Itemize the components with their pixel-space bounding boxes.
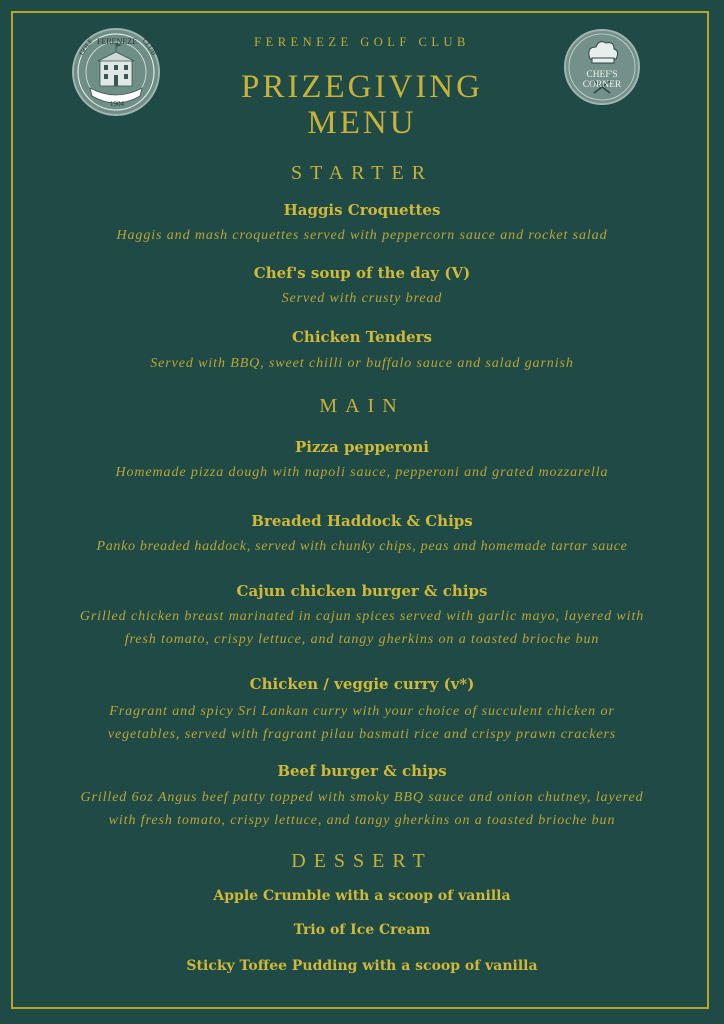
main-item-5-desc-line2: with fresh tomato, crispy lettuce, and tangy gherkins on a toasted brioche bun [108, 813, 616, 828]
starter-item-3-desc: Served with BBQ, sweet chilli or buffalo sauce and salad garnish [150, 356, 574, 371]
crest-top-text: FERENEZE [97, 37, 137, 46]
main-item-3-desc-line1: Grilled chicken breast marinated in cajun spices served with garlic mayo, layered with [79, 609, 645, 624]
starter-item-2-desc: Served with crusty bread [281, 291, 443, 306]
main-heading: MAIN [319, 395, 405, 417]
crest-left-text: GOLF [77, 37, 95, 57]
main-item-2-name: Breaded Haddock & Chips [251, 512, 473, 530]
main-item-2-desc: Panko breaded haddock, served with chunky chips, peas and homemade tartar sauce [96, 539, 628, 554]
starter-item-1-name: Haggis Croquettes [283, 201, 441, 219]
menu-title-line1: PRIZEGIVING [241, 69, 483, 105]
starter-item-2-name: Chef's soup of the day (V) [253, 264, 471, 282]
main-item-1-desc: Homemade pizza dough with napoli sauce, pepperoni and grated mozzarella [115, 465, 609, 480]
starter-heading: STARTER [290, 162, 434, 184]
main-item-1-name: Pizza pepperoni [294, 438, 430, 456]
dessert-item-3: Sticky Toffee Pudding with a scoop of vanilla [186, 958, 538, 974]
starter-item-3-name: Chicken Tenders [291, 328, 432, 346]
main-item-4-desc-line1: Fragrant and spicy Sri Lankan curry with your choice of succulent chicken or [109, 704, 615, 719]
main-item-3-name: Cajun chicken burger & chips [236, 582, 488, 600]
main-item-4-name: Chicken / veggie curry (v*) [249, 675, 475, 693]
menu-title-line2: MENU [307, 105, 417, 141]
chefs-corner-text: CHEF'S CORNER [582, 70, 622, 90]
crest-right-text: CLUB [140, 37, 158, 57]
crest-year: 1904 [110, 100, 124, 108]
starter-item-1-desc: Haggis and mash croquettes served with peppercorn sauce and rocket salad [116, 228, 608, 243]
dessert-item-1: Apple Crumble with a scoop of vanilla [213, 888, 511, 904]
dessert-heading: DESSERT [291, 850, 433, 872]
main-item-5-name: Beef burger & chips [277, 762, 447, 780]
main-item-5-desc-line1: Grilled 6oz Angus beef patty topped with smoky BBQ sauce and onion chutney, layered [80, 790, 644, 805]
dessert-item-2: Trio of Ice Cream [293, 922, 431, 938]
main-item-4-desc-line2: vegetables, served with fragrant pilau basmati rice and crispy prawn crackers [107, 727, 617, 742]
club-name: FERENEZE GOLF CLUB [254, 35, 470, 49]
main-item-3-desc-line2: fresh tomato, crispy lettuce, and tangy gherkins on a toasted brioche bun [124, 632, 600, 647]
